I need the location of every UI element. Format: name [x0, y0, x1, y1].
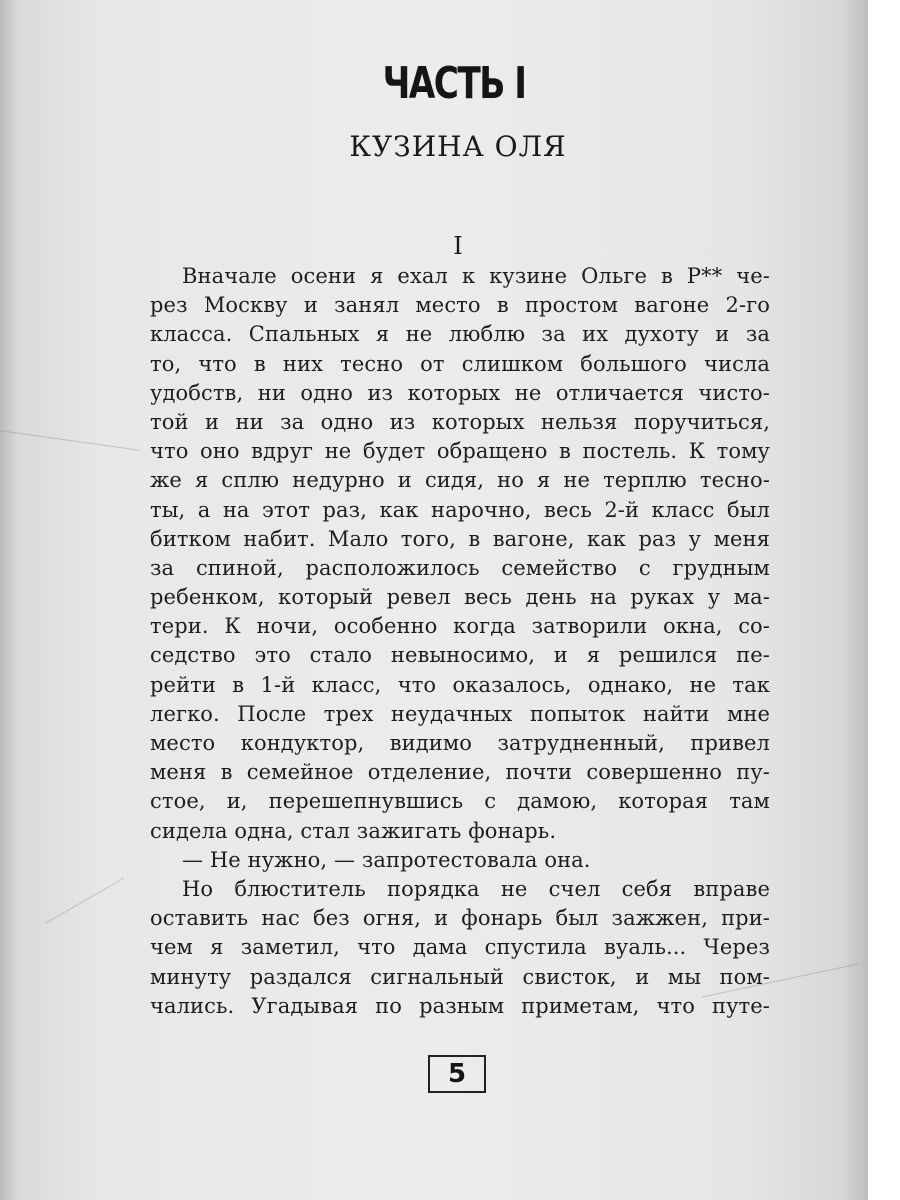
paper-crease — [1, 430, 140, 450]
text-line: стое, и, перешепнувшись с дамою, которая там — [150, 789, 770, 814]
text-line: легко. После трех неудачных попыток найти мне — [150, 701, 770, 726]
text-line: Вначале осени я ехал к кузине Ольге в Р** че- — [182, 264, 770, 288]
text-line: той и ни за одно из которых нельзя поручиться, — [150, 409, 770, 434]
text-line: сидела одна, стал зажигать фонарь. — [150, 818, 557, 843]
text-line: меня в семейное отделение, почти совершенно пу- — [150, 760, 770, 785]
chapter-title: КУЗИНА ОЛЯ — [349, 130, 567, 163]
text-line: ребенком, который ревел весь день на руках у ма- — [150, 585, 770, 610]
text-line: за спиной, расположилось семейство с грудным — [150, 555, 770, 580]
text-line: же я сплю недурно и сидя, но я не терплю тесно- — [150, 468, 770, 493]
text-line: рейти в 1-й класс, что оказалось, однако, не так — [150, 672, 770, 697]
text-line: место кондуктор, видимо затрудненный, привел — [150, 731, 770, 755]
text-line: битком набит. Мало того, в вагоне, как раз у меня — [150, 526, 770, 551]
text-line: чались. Угадывая по разным приметам, что путе- — [150, 993, 770, 1018]
text-line: тери. К ночи, особенно когда затворили окна, со- — [150, 614, 770, 639]
text-line: удобств, ни одно из которых не отличается чисто- — [150, 380, 770, 405]
text-line: Но блюститель порядка не счел себя вправе — [182, 876, 770, 901]
dialogue-line: — Не нужно, — запротестовала она. — [182, 847, 591, 872]
part-title: ЧАСТЬ I — [382, 58, 526, 109]
text-line: чем я заметил, что дама спустила вуаль... Через — [150, 935, 770, 960]
text-line: рез Москву и занял место в простом вагоне 2-го — [150, 293, 770, 318]
text-line: седство это стало невыносимо, и я решился пе- — [150, 643, 770, 668]
text-line: то, что в них тесно от слишком большого числа — [150, 351, 770, 376]
body-text — [150, 262, 770, 1021]
text-line: класса. Спальных я не люблю за их духоту и за — [150, 322, 770, 347]
text-line: оставить нас без огня, и фонарь был зажжен, при- — [150, 906, 770, 931]
section-number: I — [453, 232, 463, 260]
text-line: ты, а на этот раз, как нарочно, весь 2-й класс был — [150, 497, 770, 522]
paper-crease — [46, 878, 124, 924]
text-line: что оно вдруг не будет обращено в постель. К тому — [150, 439, 770, 464]
page-number: 5 — [428, 1055, 486, 1093]
text-line: минуту раздался сигнальный свисток, и мы пом- — [150, 964, 770, 989]
